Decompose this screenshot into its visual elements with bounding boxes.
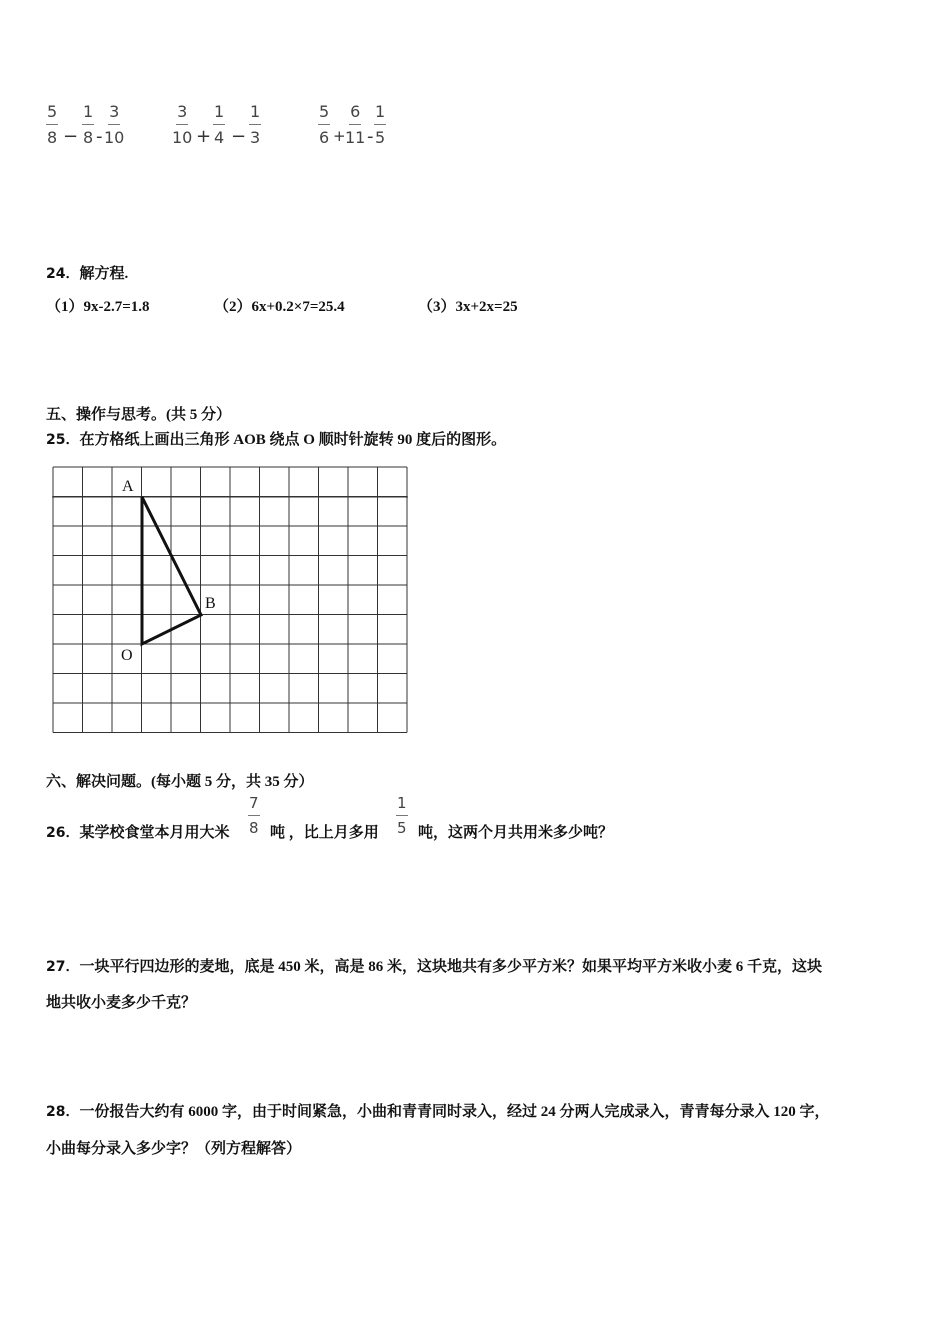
question-number: 26．	[46, 825, 80, 841]
question-25	[46, 428, 506, 449]
numerator: 3	[108, 104, 120, 125]
question-text: 在方格纸上画出三角形 AOB 绕点 O 顺时针旋转 90 度后的图形。	[79, 432, 507, 448]
numerator: 6	[349, 104, 361, 125]
denominator: 10	[172, 128, 193, 147]
grid-paper	[52, 466, 412, 736]
denominator: 5	[397, 819, 407, 837]
denominator: 3	[250, 128, 261, 147]
numerator: 7	[248, 796, 260, 816]
denominator: 10	[104, 128, 125, 147]
question-27-line-1	[46, 955, 822, 976]
question-number: 25．	[46, 432, 80, 448]
question-number: 28．	[46, 1104, 80, 1120]
point-a-label: A	[122, 478, 134, 495]
equation-1: （1）9x-2.7=1.8	[46, 299, 150, 315]
fraction	[104, 104, 124, 146]
numerator: 1	[396, 796, 408, 816]
numerator: 1	[374, 104, 386, 125]
equation-3: （3）3x+2x=25	[418, 299, 518, 315]
question-text: 一份报告大约有 6000 字，由于时间紧急，小曲和青青同时录入，经过 24 分两人完成录入，青青每分录入 120 字，	[79, 1104, 830, 1120]
denominator: 8	[47, 128, 58, 147]
fraction	[318, 104, 330, 146]
question-text: 解方程.	[79, 266, 129, 282]
numerator: 3	[176, 104, 188, 125]
fraction	[248, 796, 260, 836]
question-number: 24．	[46, 266, 80, 282]
question-text: 某学校食堂本月用大米	[79, 825, 230, 841]
question-24-title	[46, 262, 128, 283]
question-text: 一块平行四边形的麦地，底是 450 米，高是 86 米，这块地共有多少平方米？如果平均平方米收小麦 6 千克，这块	[79, 959, 822, 975]
operator: −	[231, 126, 247, 147]
numerator: 1	[82, 104, 94, 125]
operator: +	[333, 127, 346, 145]
fraction	[396, 796, 408, 836]
question-27-line-2: 地共收小麦多少千克？	[46, 995, 197, 1011]
denominator: 5	[375, 128, 386, 147]
question-text: 吨，这两个月共用米多少吨？	[418, 825, 614, 841]
section-title: 六、解决问题。(每小题 5 分，共 35 分）	[46, 774, 314, 790]
fraction	[374, 104, 386, 146]
question-28-line-2: 小曲每分录入多少字？（列方程解答）	[46, 1141, 302, 1157]
fraction	[249, 104, 261, 146]
section-title: 五、操作与思考。(共 5 分）	[46, 407, 231, 423]
numerator: 1	[213, 104, 225, 125]
numerator: 5	[46, 104, 58, 125]
fraction	[345, 104, 365, 146]
point-o-label: O	[121, 647, 133, 664]
operator: -	[96, 126, 103, 147]
operator: +	[196, 126, 212, 147]
equation-2: （2）6x+0.2×7=25.4	[214, 299, 345, 315]
denominator: 8	[83, 128, 94, 147]
point-b-label: B	[205, 595, 216, 612]
denominator: 11	[345, 128, 366, 147]
question-28-line-1	[46, 1100, 830, 1121]
operator: -	[367, 126, 374, 147]
question-text: 吨 ，比上月多用	[270, 825, 379, 841]
denominator: 4	[214, 128, 225, 147]
numerator: 1	[249, 104, 261, 125]
fraction	[82, 104, 94, 146]
fraction	[172, 104, 192, 146]
question-26	[46, 821, 230, 842]
question-number: 27．	[46, 959, 80, 975]
numerator: 5	[318, 104, 330, 125]
denominator: 6	[319, 128, 330, 147]
denominator: 8	[249, 819, 259, 837]
fraction	[213, 104, 225, 146]
fraction	[46, 104, 58, 146]
operator: −	[63, 126, 79, 147]
